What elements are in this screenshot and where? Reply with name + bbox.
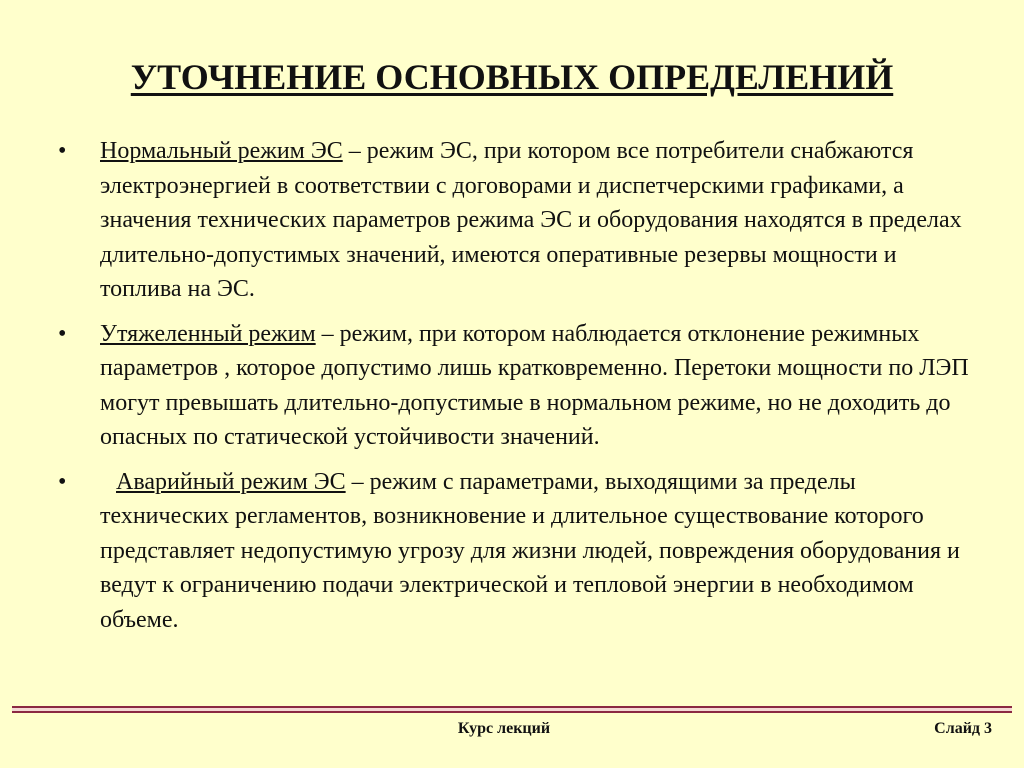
definition-text-emergency: – режим с параметрами, выходящими за пределы технических регламентов, возникновение и длительное существование которого представляет недопустимую угрозу для жизни людей, повреждения оборудования и ведут к ограничению подачи электрической и тепловой энергии в необходимом объеме.: [100, 468, 960, 633]
definitions-list: [58, 134, 978, 647]
definition-item-normal: [58, 134, 978, 307]
footer-slide-number: Слайд 3: [934, 720, 992, 737]
term-heavy-mode: Утяжеленный режим: [100, 320, 316, 347]
definition-text-heavy: – режим, при котором наблюдается отклонение режимных параметров , которое допустимо лишь кратковременно. Перетоки мощности по ЛЭП могут превышать длительно-допустимые в нормальном режиме, но не доходить до опасных по статической устойчивости значений.: [100, 320, 969, 450]
definition-item-emergency: [58, 465, 978, 638]
definition-item-heavy: [58, 317, 978, 455]
term-emergency-mode: Аварийный режим ЭС: [116, 468, 346, 495]
definition-text-normal: – режим ЭС, при котором все потребители снабжаются электроэнергией в соответствии с договорами и диспетчерскими графиками, а значения технических параметров режима ЭС и оборудования находятся в пределах длительно-допустимых значений, имеются оперативные резервы мощности и топлива на ЭС.: [100, 138, 962, 302]
bullet-marker: •: [58, 468, 67, 495]
slide-title: УТОЧНЕНИЕ ОСНОВНЫХ ОПРЕДЕЛЕНИЙ: [130, 57, 894, 97]
bullet-marker: •: [58, 320, 67, 347]
footer-course-label: Курс лекций: [457, 720, 551, 737]
bullet-marker: •: [58, 138, 67, 164]
footer-divider: [12, 706, 1012, 713]
term-normal-mode: Нормальный режим ЭС: [100, 138, 343, 164]
